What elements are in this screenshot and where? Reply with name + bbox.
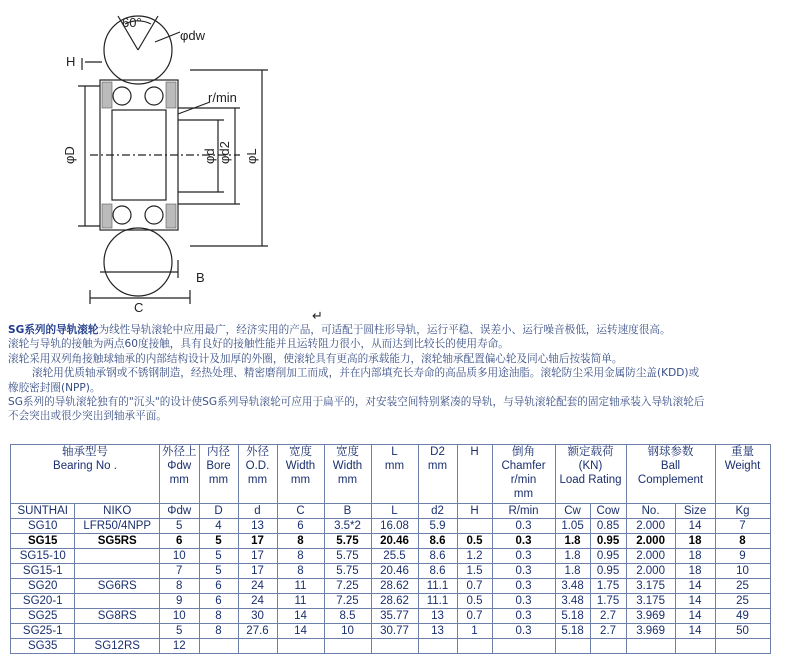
table-cell: 2.000	[626, 519, 675, 534]
d-bore-label: φd	[202, 148, 217, 164]
desc-line-2: 滚轮与导轨的接触为两点60度接触，具有良好的接触性能并且运转阻力很小，从而达到比较长的使用寿命。	[8, 338, 509, 351]
table-cell: 1.75	[590, 594, 626, 609]
subheader-cell: Φdw	[160, 504, 200, 519]
table-cell: 1.75	[590, 579, 626, 594]
desc-line-3: 滚轮采用双列角接触球轴承的内部结构设计及加厚的外圈，使滚轮具有更高的承载能力，滚轮轴承配置偏心轮及同心轴后按装简单。	[8, 352, 623, 365]
table-cell	[555, 639, 590, 654]
table-cell: 8	[277, 534, 324, 549]
table-cell: 6	[199, 594, 238, 609]
table-cell	[715, 639, 770, 654]
table-cell: 4	[199, 519, 238, 534]
table-cell: 14	[277, 624, 324, 639]
table-cell: 25.5	[371, 549, 418, 564]
table-row	[11, 624, 771, 639]
table-cell: 0.3	[492, 549, 555, 564]
table-row	[11, 609, 771, 624]
table-cell: SG8RS	[75, 609, 160, 624]
header-load-rating: 额定载荷 (KN) Load Rating	[555, 445, 626, 504]
desc-lead: SG系列的导轨滚轮	[8, 324, 99, 336]
table-cell: 7	[715, 519, 770, 534]
table-cell: 30	[238, 609, 277, 624]
spec-table	[10, 444, 771, 654]
table-cell: 0.85	[590, 519, 626, 534]
table-cell: 1.8	[555, 534, 590, 549]
table-cell: 10	[715, 564, 770, 579]
table-cell: SG25	[11, 609, 75, 624]
table-cell: SG10	[11, 519, 75, 534]
rmin-label: r/min	[208, 90, 237, 105]
table-cell: SG35	[11, 639, 75, 654]
table-cell: 25	[715, 594, 770, 609]
table-cell	[75, 564, 160, 579]
return-mark: ↵	[312, 308, 323, 323]
table-cell: 11	[277, 579, 324, 594]
table-cell: 8	[199, 609, 238, 624]
table-cell: 49	[715, 609, 770, 624]
table-cell: 9	[715, 549, 770, 564]
header-chamfer: 倒角 Chamfer r/min mm	[492, 445, 555, 504]
header-dw: 外径上 Φdw mm	[160, 445, 200, 504]
table-cell: 2.000	[626, 534, 675, 549]
table-cell: 6	[199, 579, 238, 594]
table-cell	[675, 639, 715, 654]
table-cell: 5.75	[324, 534, 371, 549]
header-ball-complement: 钢球参数 Ball Complement	[626, 445, 715, 504]
table-cell: SG5RS	[75, 534, 160, 549]
table-cell: 8.5	[324, 609, 371, 624]
desc-line-1-rest: 为线性导轨滚轮中应用最广，经济实用的产品，可适配于圆柱形导轨，运行平稳、误差小、运行噪音极低，运转速度很高。	[98, 324, 671, 336]
angle-label: 60°	[122, 15, 142, 30]
table-cell: 14	[675, 579, 715, 594]
table-cell: 0.3	[492, 609, 555, 624]
table-cell: 5.75	[324, 549, 371, 564]
table-cell: 16.08	[371, 519, 418, 534]
subheader-cell: SUNTHAI	[11, 504, 75, 519]
table-cell: 0.3	[492, 564, 555, 579]
table-cell: SG15-1	[11, 564, 75, 579]
table-cell: 0.95	[590, 564, 626, 579]
h-label: H	[66, 54, 76, 69]
table-cell: 1.5	[457, 564, 492, 579]
table-cell: 1.8	[555, 549, 590, 564]
table-cell: 0.3	[492, 534, 555, 549]
table-cell: 0.7	[457, 609, 492, 624]
table-cell: 5.18	[555, 609, 590, 624]
table-cell: 20.46	[371, 564, 418, 579]
hatch-bottom-left	[102, 204, 112, 228]
table-cell: 28.62	[371, 594, 418, 609]
table-cell: 3.969	[626, 609, 675, 624]
table-cell: SG15	[11, 534, 75, 549]
table-cell: 2.7	[590, 609, 626, 624]
product-description	[8, 323, 794, 424]
table-cell: 1	[457, 624, 492, 639]
table-cell: 0.3	[492, 594, 555, 609]
table-cell: 11	[277, 594, 324, 609]
table-cell: 13	[238, 519, 277, 534]
table-cell: 2.000	[626, 564, 675, 579]
desc-line-1	[8, 323, 794, 337]
table-cell: 8	[715, 534, 770, 549]
header-weight: 重量 Weight	[715, 445, 770, 504]
table-cell: 17	[238, 534, 277, 549]
table-cell: 7.25	[324, 579, 371, 594]
table-cell: 8	[199, 624, 238, 639]
table-cell: 1.2	[457, 549, 492, 564]
table-cell: 14	[675, 519, 715, 534]
table-cell: 5	[199, 564, 238, 579]
table-cell: LFR50/4NPP	[75, 519, 160, 534]
desc-line-5: 橡胶密封圈(NPP)。	[8, 381, 101, 394]
table-cell	[626, 639, 675, 654]
hatch-bottom-right	[166, 204, 176, 228]
table-cell: 3.175	[626, 579, 675, 594]
table-cell: 14	[277, 609, 324, 624]
header-h: H	[457, 445, 492, 504]
table-cell: SG20-1	[11, 594, 75, 609]
l-label: φL	[244, 148, 259, 164]
table-cell: 5	[199, 534, 238, 549]
header-od: 外径 O.D. mm	[238, 445, 277, 504]
header-row	[11, 445, 771, 504]
table-cell: 17	[238, 549, 277, 564]
table-cell: 7.25	[324, 594, 371, 609]
table-cell: 10	[160, 609, 200, 624]
table-cell: 14	[675, 624, 715, 639]
table-cell	[457, 519, 492, 534]
table-cell: 11.1	[418, 594, 457, 609]
table-cell: 28.62	[371, 579, 418, 594]
hatch-top-left	[102, 82, 112, 108]
spec-table-body	[11, 504, 771, 654]
subheader-cell: H	[457, 504, 492, 519]
table-cell: 8	[277, 564, 324, 579]
table-cell: 0.95	[590, 549, 626, 564]
header-width-c: 宽度 Width mm	[277, 445, 324, 504]
table-cell: 14	[675, 609, 715, 624]
subheader-row	[11, 504, 771, 519]
table-cell: 9	[160, 594, 200, 609]
d2-label: φd2	[217, 141, 232, 164]
table-cell	[75, 594, 160, 609]
table-cell: 27.6	[238, 624, 277, 639]
desc-line-7: 不会突出或很少突出到轴承平面。	[8, 410, 167, 423]
table-cell: 0.5	[457, 594, 492, 609]
table-cell: 17	[238, 564, 277, 579]
table-cell: 1.8	[555, 564, 590, 579]
table-cell: 5	[160, 624, 200, 639]
subheader-cell: D	[199, 504, 238, 519]
table-cell	[418, 639, 457, 654]
table-cell: SG20	[11, 579, 75, 594]
table-cell: 1.05	[555, 519, 590, 534]
table-cell: 8.6	[418, 534, 457, 549]
table-cell: 35.77	[371, 609, 418, 624]
table-cell: 0.3	[492, 624, 555, 639]
table-cell: 7	[160, 564, 200, 579]
table-row	[11, 519, 771, 534]
table-cell: 20.46	[371, 534, 418, 549]
table-cell: 3.5*2	[324, 519, 371, 534]
table-row	[11, 579, 771, 594]
table-cell: 3.48	[555, 594, 590, 609]
table-cell: 0.5	[457, 534, 492, 549]
subheader-cell: NIKO	[75, 504, 160, 519]
hatch-top-right	[166, 82, 176, 108]
table-cell	[492, 639, 555, 654]
table-cell: 30.77	[371, 624, 418, 639]
table-row	[11, 549, 771, 564]
table-cell: 5.18	[555, 624, 590, 639]
table-cell: SG15-10	[11, 549, 75, 564]
table-cell: 3.48	[555, 579, 590, 594]
table-cell: 13	[418, 624, 457, 639]
dw-label: φdw	[180, 28, 206, 43]
table-cell: 13	[418, 609, 457, 624]
table-cell: 2.7	[590, 624, 626, 639]
table-cell: 8	[160, 579, 200, 594]
table-cell: 8.6	[418, 549, 457, 564]
table-cell: 12	[160, 639, 200, 654]
header-bearing-no: 轴承型号 Bearing No .	[11, 445, 160, 504]
table-cell: 0.7	[457, 579, 492, 594]
table-row	[11, 564, 771, 579]
table-cell: 3.969	[626, 624, 675, 639]
header-bore: 内径 Bore mm	[199, 445, 238, 504]
b-label: B	[196, 270, 205, 285]
table-cell	[199, 639, 238, 654]
table-cell: 10	[324, 624, 371, 639]
table-cell: 10	[160, 549, 200, 564]
table-cell: 0.95	[590, 534, 626, 549]
table-cell: 5.75	[324, 564, 371, 579]
header-d2: D2 mm	[418, 445, 457, 504]
table-cell: 11.1	[418, 579, 457, 594]
subheader-cell: Cow	[590, 504, 626, 519]
table-row	[11, 639, 771, 654]
table-cell: 6	[277, 519, 324, 534]
table-cell: 25	[715, 579, 770, 594]
table-cell: 50	[715, 624, 770, 639]
table-cell: SG6RS	[75, 579, 160, 594]
table-cell: 0.3	[492, 579, 555, 594]
table-cell	[277, 639, 324, 654]
subheader-cell: R/min	[492, 504, 555, 519]
subheader-cell: Size	[675, 504, 715, 519]
subheader-cell: d	[238, 504, 277, 519]
table-cell: 5	[160, 519, 200, 534]
table-cell: 18	[675, 564, 715, 579]
subheader-cell: C	[277, 504, 324, 519]
table-cell: 5	[199, 549, 238, 564]
header-l: L mm	[371, 445, 418, 504]
table-cell: 0.3	[492, 519, 555, 534]
subheader-cell: L	[371, 504, 418, 519]
table-row	[11, 594, 771, 609]
table-cell: 24	[238, 594, 277, 609]
table-row	[11, 534, 771, 549]
subheader-cell: Cw	[555, 504, 590, 519]
table-cell: 6	[160, 534, 200, 549]
table-cell	[371, 639, 418, 654]
desc-line-6: SG系列的导轨滚轮独有的"沉头"的设计使SG系列导轨滚轮可应用于扁平的，对安装空间特别紧凑的导轨，与导轨滚轮配套的固定轴承装入导轨滚轮后	[8, 396, 705, 409]
table-cell: SG25-1	[11, 624, 75, 639]
table-cell: 14	[675, 594, 715, 609]
bearing-cross-section-diagram	[30, 10, 323, 323]
table-cell	[590, 639, 626, 654]
table-cell: 18	[675, 549, 715, 564]
subheader-cell: d2	[418, 504, 457, 519]
table-cell	[324, 639, 371, 654]
table-cell: 3.175	[626, 594, 675, 609]
bearing-drawing	[30, 10, 323, 323]
table-cell	[457, 639, 492, 654]
table-cell: 24	[238, 579, 277, 594]
table-cell: 8.6	[418, 564, 457, 579]
table-cell: 18	[675, 534, 715, 549]
desc-line-4: 滚轮用优质轴承钢或不锈钢制造，经热处理、精密磨削加工而成，并在内部填充长寿命的高品质多用途油脂。滚轮防尘采用金属防尘盖(KDD)或	[32, 367, 700, 380]
table-cell: 2.000	[626, 549, 675, 564]
c-label: C	[134, 300, 144, 315]
header-width-b: 宽度 Width mm	[324, 445, 371, 504]
table-cell: 5.9	[418, 519, 457, 534]
subheader-cell: No.	[626, 504, 675, 519]
subheader-cell: Kg	[715, 504, 770, 519]
subheader-cell: B	[324, 504, 371, 519]
table-cell: 8	[277, 549, 324, 564]
table-cell	[238, 639, 277, 654]
table-cell: SG12RS	[75, 639, 160, 654]
table-cell	[75, 549, 160, 564]
table-cell	[75, 624, 160, 639]
d-outer-label: φD	[62, 146, 77, 164]
